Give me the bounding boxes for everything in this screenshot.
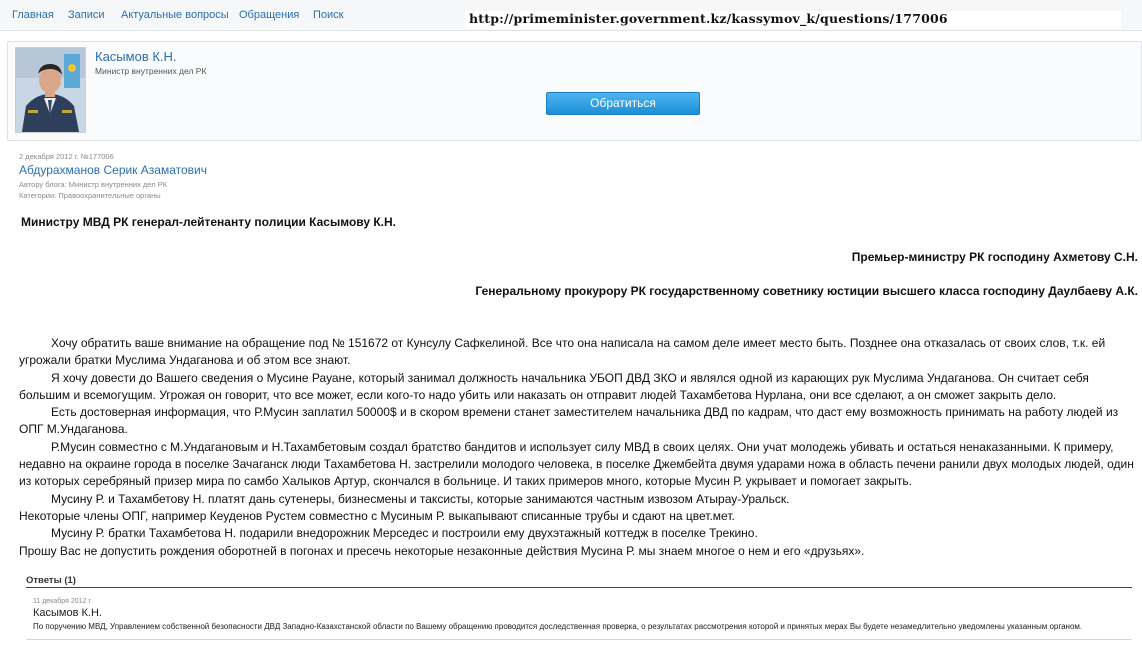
answers-header[interactable]: Ответы (1)	[26, 575, 1132, 588]
addressee-prosecutor: Генеральному прокурору РК государственному советнику юстиции высшего класса господину Даулбаеву А.К.	[475, 284, 1138, 298]
author-name[interactable]: Касымов К.Н.	[95, 49, 177, 64]
author-position: Министр внутренних дел РК	[95, 66, 207, 76]
page-url-overlay: http://primeminister.government.kz/kassymov_k/questions/177006	[465, 11, 1121, 29]
nav-link-home[interactable]: Главная	[12, 9, 54, 21]
answer-text: По поручению МВД, Управлением собственной безопасности ДВД Западно-Казахстанской области по Вашему обращению проводится доследственная проверка, о результатах рассмотрения которой и принятых мерах Вы будете незамедлительно уведомлены указанным органом.	[33, 622, 1083, 631]
author-photo	[15, 47, 86, 133]
question-paragraph: Р.Мусин совместно с М.Ундагановым и Н.Тахамбетовым создал братство бандитов и использует силу МВД в своих целях. Они учат молодежь убивать и остаться ненаказанными. К примеру, недавно на окраине города в поселке Зачаганск люди Тахамбетова Н. застрелили молодого человека, в поселке Джембейта двумя ударами ножа в область печени ранили двух молодых людей, один из которых серебряный призер мира по самбо Халыков Артур, скончался в больнице. И таких примеров много, которые Мусин Р. укрывает и помогает закрыть.	[19, 439, 1134, 489]
addressee-prime-minister: Премьер-министру РК господину Ахметову С.Н.	[851, 250, 1138, 264]
blog-author-profile	[7, 41, 1142, 141]
answer-divider	[26, 639, 1132, 640]
addressee-minister: Министру МВД РК генерал-лейтенанту полиции Касымову К.Н.	[21, 215, 397, 229]
question-paragraph: Мусину Р. и Тахамбетову Н. платят дань сутенеры, бизнесмены и таксисты, которые занимаются частным извозом Атырау-Уральск.	[51, 491, 790, 506]
question-categories: Категории: Правоохранительные органы	[19, 191, 161, 200]
appeal-button[interactable]: Обратиться	[546, 92, 700, 115]
answer-date: 11 декабря 2012 г.	[33, 598, 93, 605]
nav-link-posts[interactable]: Записи	[68, 9, 105, 21]
question-paragraph: Я хочу довести до Вашего сведения о Мусине Рауане, который занимал должность начальника УБОП ДВД ЗКО и являлся одной из карающих рук Муслима Ундаганова. Он считает себя большим и всемогущим. Угрожая он говорит, что все может, если кого-то надо убить или наказать он отправит людей Тахамбетова Нурлана, они все сделают, а он сможет закрыть дело.	[19, 370, 1089, 402]
question-paragraph: Хочу обратить ваше внимание на обращение под № 151672 от Кунсулу Сафкелиной. Все что она написала на самом деле имеет место быть. Позднее она отказалась от своих слов, т.к. ей угрожали братки Муслима Ундаганова и об этом все знают.	[19, 336, 1106, 368]
answer-author: Касымов К.Н.	[33, 607, 102, 619]
nav-link-topical-questions[interactable]: Актуальные вопросы	[121, 9, 229, 21]
question-paragraph: Мусину Р. братки Тахамбетова Н. подарили внедорожник Мерседес и построили ему двухэтажный коттедж в поселке Трекино.	[51, 526, 758, 541]
question-paragraph: Есть достоверная информация, что Р.Мусин заплатил 50000$ и в скором времени станет заместителем начальника ДВД по кадрам, что даст ему возможность принимать на работу людей из ОПГ М.Ундаганова.	[19, 405, 1119, 437]
question-paragraph: Некоторые члены ОПГ, например Кеуденов Рустем совместно с Мусиным Р. выкапывают списанные трубы и сдают на цвет.мет.	[19, 508, 735, 523]
question-blog-author: Автору блога: Министр внутренних дел РК	[19, 180, 168, 189]
question-paragraph: Прошу Вас не допустить рождения оборотней в погонах и пресечь некоторые незаконные действия Мусина Р. мы знаем многое о нем и его «друзьях».	[19, 543, 865, 558]
nav-link-search[interactable]: Поиск	[313, 9, 344, 21]
question-author[interactable]: Абдурахманов Серик Азаматович	[19, 163, 207, 177]
question-date-number: 2 декабря 2012 г. №177006	[19, 152, 114, 161]
nav-link-appeals[interactable]: Обращения	[239, 9, 300, 21]
question-body	[19, 335, 1141, 560]
author-portrait-image	[16, 48, 85, 132]
